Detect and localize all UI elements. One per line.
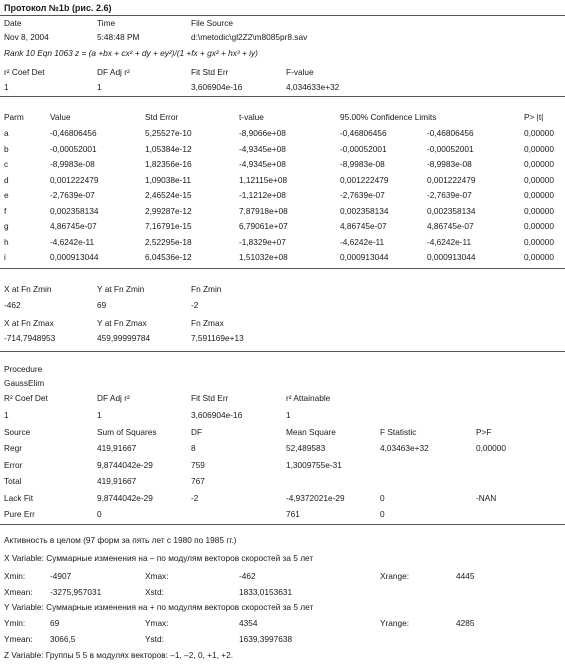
anova-ms-cell: 52,489583 (286, 443, 326, 453)
f-value-header: F-value (286, 67, 314, 77)
param-stderr-cell: 2,52295e-18 (145, 236, 192, 247)
xrange-label: Xrange: (380, 571, 410, 581)
anova-ms-cell: -4,9372021e-29 (286, 492, 345, 503)
xrange-value: 4445 (456, 571, 475, 581)
param-tvalue-cell: 1,12115e+08 (239, 174, 288, 185)
param-tvalue-cell: -8,9066e+08 (239, 128, 286, 138)
r2-value: 1 (4, 82, 9, 92)
param-lo-cell: -0,46806456 (340, 128, 387, 138)
fit-std-err-value: 3,606904e-16 (191, 82, 243, 92)
param-value-cell: 0,001222479 (50, 174, 99, 185)
param-lo-cell: 4,86745e-07 (340, 221, 387, 231)
param-lo-cell: -4,6242e-11 (340, 236, 385, 247)
time-value: 5:48:48 PM (97, 32, 140, 42)
proc-fit-std-err-header: Fit Std Err (191, 393, 229, 403)
param-value-header: Value (50, 112, 71, 122)
x-at-zmin-header: X at Fn Zmin (4, 284, 52, 294)
ymax-value: 4354 (239, 618, 258, 628)
ymean-value: 3066,5 (50, 634, 76, 644)
ymin-value: 69 (50, 618, 60, 628)
y-variable-desc: Y Variable: Суммарные изменения на + по модулям векторов скоростей за 5 лет (4, 602, 314, 612)
anova-f-cell: 0 (380, 509, 385, 519)
param-lo-cell: 0,002358134 (340, 205, 389, 216)
xstd-value: 1833,0153631 (239, 587, 293, 597)
anova-p-cell: 0,00000 (476, 443, 506, 453)
param-p-cell: 0,00000 (524, 190, 554, 200)
param-p-header: P> |t| (524, 112, 544, 122)
anova-p-cell: -NAN (476, 492, 497, 503)
xstd-label: Xstd: (145, 587, 164, 597)
ymin-label: Ymin: (4, 618, 26, 628)
param-tvalue-cell: -1,1212e+08 (239, 190, 286, 200)
param-parm-cell: i (4, 252, 6, 262)
x-at-zmax-value: -714,7948953 (4, 333, 56, 343)
x-at-zmax-header: X at Fn Zmax (4, 318, 54, 328)
param-lo-cell: -2,7639e-07 (340, 190, 385, 200)
param-parm-cell: h (4, 236, 9, 247)
date-value: Nov 8, 2004 (4, 32, 49, 42)
xmax-value: -462 (239, 571, 256, 581)
param-hi-cell: 0,002358134 (427, 205, 476, 216)
anova-p-header: P>F (476, 427, 492, 437)
y-at-zmax-value: 459,99999784 (97, 333, 151, 343)
param-stderr-cell: 6,04536e-12 (145, 252, 192, 262)
anova-source-cell: Regr (4, 443, 22, 453)
param-p-cell: 0,00000 (524, 128, 554, 138)
anova-ss-header: Sum of Squares (97, 427, 157, 437)
time-header: Time (97, 18, 116, 28)
param-p-cell: 0,00000 (524, 236, 554, 247)
param-hi-cell: 4,86745e-07 (427, 221, 474, 231)
fit-divider (0, 96, 565, 97)
param-tvalue-cell: 7,87918e+08 (239, 205, 288, 216)
param-value-cell: -8,9983e-08 (50, 159, 95, 169)
anova-ss-cell: 419,91667 (97, 443, 137, 453)
param-p-cell: 0,00000 (524, 221, 554, 231)
param-tvalue-cell: 1,51032e+08 (239, 252, 288, 262)
param-p-cell: 0,00000 (524, 174, 554, 185)
param-value-cell: 0,002358134 (50, 205, 99, 216)
anova-divider (0, 524, 565, 525)
param-tvalue-cell: -1,8329e+07 (239, 236, 286, 247)
anova-ms-cell: 761 (286, 509, 300, 519)
param-parm-cell: f (4, 205, 7, 216)
anova-f-cell: 0 (380, 492, 385, 503)
proc-df-adj-header: DF Adj r² (97, 393, 130, 403)
param-hi-cell: -4,6242e-11 (427, 236, 472, 247)
anova-source-cell: Error (4, 459, 23, 470)
xmean-label: Xmean: (4, 587, 33, 597)
zmax-header: Fn Zmax (191, 318, 224, 328)
anova-df-cell: 759 (191, 459, 205, 470)
param-parm-cell: c (4, 159, 9, 169)
anova-ss-cell: 419,91667 (97, 476, 137, 486)
param-tvalue-header: t-value (239, 112, 264, 122)
params-divider (0, 268, 565, 269)
param-parm-cell: d (4, 174, 9, 185)
anova-ms-header: Mean Square (286, 427, 336, 437)
date-header: Date (4, 18, 22, 28)
proc-df-adj-value: 1 (97, 410, 102, 420)
file-source-header: File Source (191, 18, 233, 28)
param-tvalue-cell: -4,9345e+08 (239, 143, 286, 154)
anova-f-header: F Statistic (380, 427, 417, 437)
r2-header: r² Coef Det (4, 67, 45, 77)
proc-r2-header: R² Coef Det (4, 393, 48, 403)
proc-fit-std-err-value: 3,606904e-16 (191, 410, 243, 420)
param-parm-cell: a (4, 128, 9, 138)
xmin-label: Xmin: (4, 571, 26, 581)
fit-std-err-header: Fit Std Err (191, 67, 229, 77)
f-value-value: 4,034633e+32 (286, 82, 340, 92)
param-value-cell: -0,46806456 (50, 128, 97, 138)
anova-df-cell: 767 (191, 476, 205, 486)
zminmax-divider (0, 351, 565, 352)
yrange-label: Yrange: (380, 618, 410, 628)
anova-ss-cell: 9,8744042e-29 (97, 492, 153, 503)
xmax-label: Xmax: (145, 571, 169, 581)
proc-r2-value: 1 (4, 410, 9, 420)
zmin-value: -2 (191, 300, 199, 310)
proc-r2-attainable-value: 1 (286, 410, 291, 420)
param-value-cell: -0,00052001 (50, 143, 97, 154)
z-variable-desc: Z Variable: Группы 5 5 в модулях векторов: –1, –2, 0, +1, +2. (4, 650, 233, 660)
anova-ms-cell: 1,3009755e-31 (286, 459, 342, 470)
param-lo-cell: -0,00052001 (340, 143, 387, 154)
param-stderr-cell: 1,82356e-16 (145, 159, 192, 169)
param-parm-header: Parm (4, 112, 24, 122)
df-adj-value: 1 (97, 82, 102, 92)
param-stderr-cell: 5,25527e-10 (145, 128, 192, 138)
param-value-cell: 4,86745e-07 (50, 221, 97, 231)
x-at-zmin-value: -462 (4, 300, 21, 310)
protocol-title: Протокол №1b (рис. 2.6) (4, 3, 112, 13)
param-p-cell: 0,00000 (524, 205, 554, 216)
param-hi-cell: -0,00052001 (427, 143, 474, 154)
file-source-value: d:\metodic\gl2Z2\m8085pr8.sav (191, 32, 308, 42)
anova-f-cell: 4,03463e+32 (380, 443, 429, 453)
anova-source-cell: Total (4, 476, 22, 486)
param-p-cell: 0,00000 (524, 252, 554, 262)
param-hi-cell: -0,46806456 (427, 128, 474, 138)
df-adj-header: DF Adj r² (97, 67, 130, 77)
xmean-value: -3275,957031 (50, 587, 102, 597)
param-value-cell: -4,6242e-11 (50, 236, 95, 247)
param-value-cell: 0,000913044 (50, 252, 99, 262)
anova-df-cell: -2 (191, 492, 199, 503)
anova-df-cell: 8 (191, 443, 196, 453)
param-p-cell: 0,00000 (524, 143, 554, 154)
param-hi-cell: -2,7639e-07 (427, 190, 472, 200)
param-stderr-cell: 7,16791e-15 (145, 221, 192, 231)
ystd-value: 1639,3997638 (239, 634, 293, 644)
ymean-label: Ymean: (4, 634, 33, 644)
param-stderr-cell: 2,99287e-12 (145, 205, 192, 216)
xmin-value: -4907 (50, 571, 72, 581)
y-at-zmin-value: 69 (97, 300, 107, 310)
zmax-value: 7,591169e+13 (191, 333, 244, 343)
title-divider (0, 15, 565, 16)
anova-df-header: DF (191, 427, 203, 437)
param-p-cell: 0,00000 (524, 159, 554, 169)
anova-source-cell: Pure Err (4, 509, 35, 519)
x-variable-desc: X Variable: Суммарные изменения на – по модулям векторов скоростей за 5 лет (4, 553, 314, 563)
param-value-cell: -2,7639e-07 (50, 190, 95, 200)
param-stderr-cell: 2,46524e-15 (145, 190, 192, 200)
anova-source-header: Source (4, 427, 31, 437)
activity-title: Активность в целом (97 форм за пять лет с 1980 по 1985 гг.) (4, 535, 237, 545)
procedure-label: Procedure (4, 364, 43, 374)
zmin-header: Fn Zmin (191, 284, 222, 294)
ystd-label: Ystd: (145, 634, 164, 644)
yrange-value: 4285 (456, 618, 475, 628)
param-tvalue-cell: -4,9345e+08 (239, 159, 286, 169)
proc-r2-attainable-header: r² Attainable (286, 393, 331, 403)
param-lo-cell: -8,9983e-08 (340, 159, 385, 169)
param-hi-cell: -8,9983e-08 (427, 159, 472, 169)
param-parm-cell: g (4, 221, 9, 231)
fit-equation: Rank 10 Eqn 1063 z = (a +bx + cx² + dy + ey²)/(1 +fx + gx² + hx³ + iy) (4, 48, 258, 58)
procedure-value: GaussElim (4, 378, 45, 388)
anova-ss-cell: 0 (97, 509, 102, 519)
param-lo-cell: 0,000913044 (340, 252, 389, 262)
ymax-label: Ymax: (145, 618, 169, 628)
param-stderr-cell: 1,05384e-12 (145, 143, 192, 154)
param-lo-cell: 0,001222479 (340, 174, 389, 185)
anova-source-cell: Lack Fit (4, 492, 34, 503)
param-parm-cell: e (4, 190, 9, 200)
param-stderr-cell: 1,09038e-11 (145, 174, 191, 185)
param-tvalue-cell: 6,79061e+07 (239, 221, 288, 231)
y-at-zmin-header: Y at Fn Zmin (97, 284, 145, 294)
param-parm-cell: b (4, 143, 9, 154)
param-stderr-header: Std Error (145, 112, 179, 122)
param-conf-header: 95.00% Confidence Limits (340, 112, 437, 122)
anova-ss-cell: 9,8744042e-29 (97, 459, 153, 470)
y-at-zmax-header: Y at Fn Zmax (97, 318, 147, 328)
param-hi-cell: 0,000913044 (427, 252, 476, 262)
param-hi-cell: 0,001222479 (427, 174, 476, 185)
